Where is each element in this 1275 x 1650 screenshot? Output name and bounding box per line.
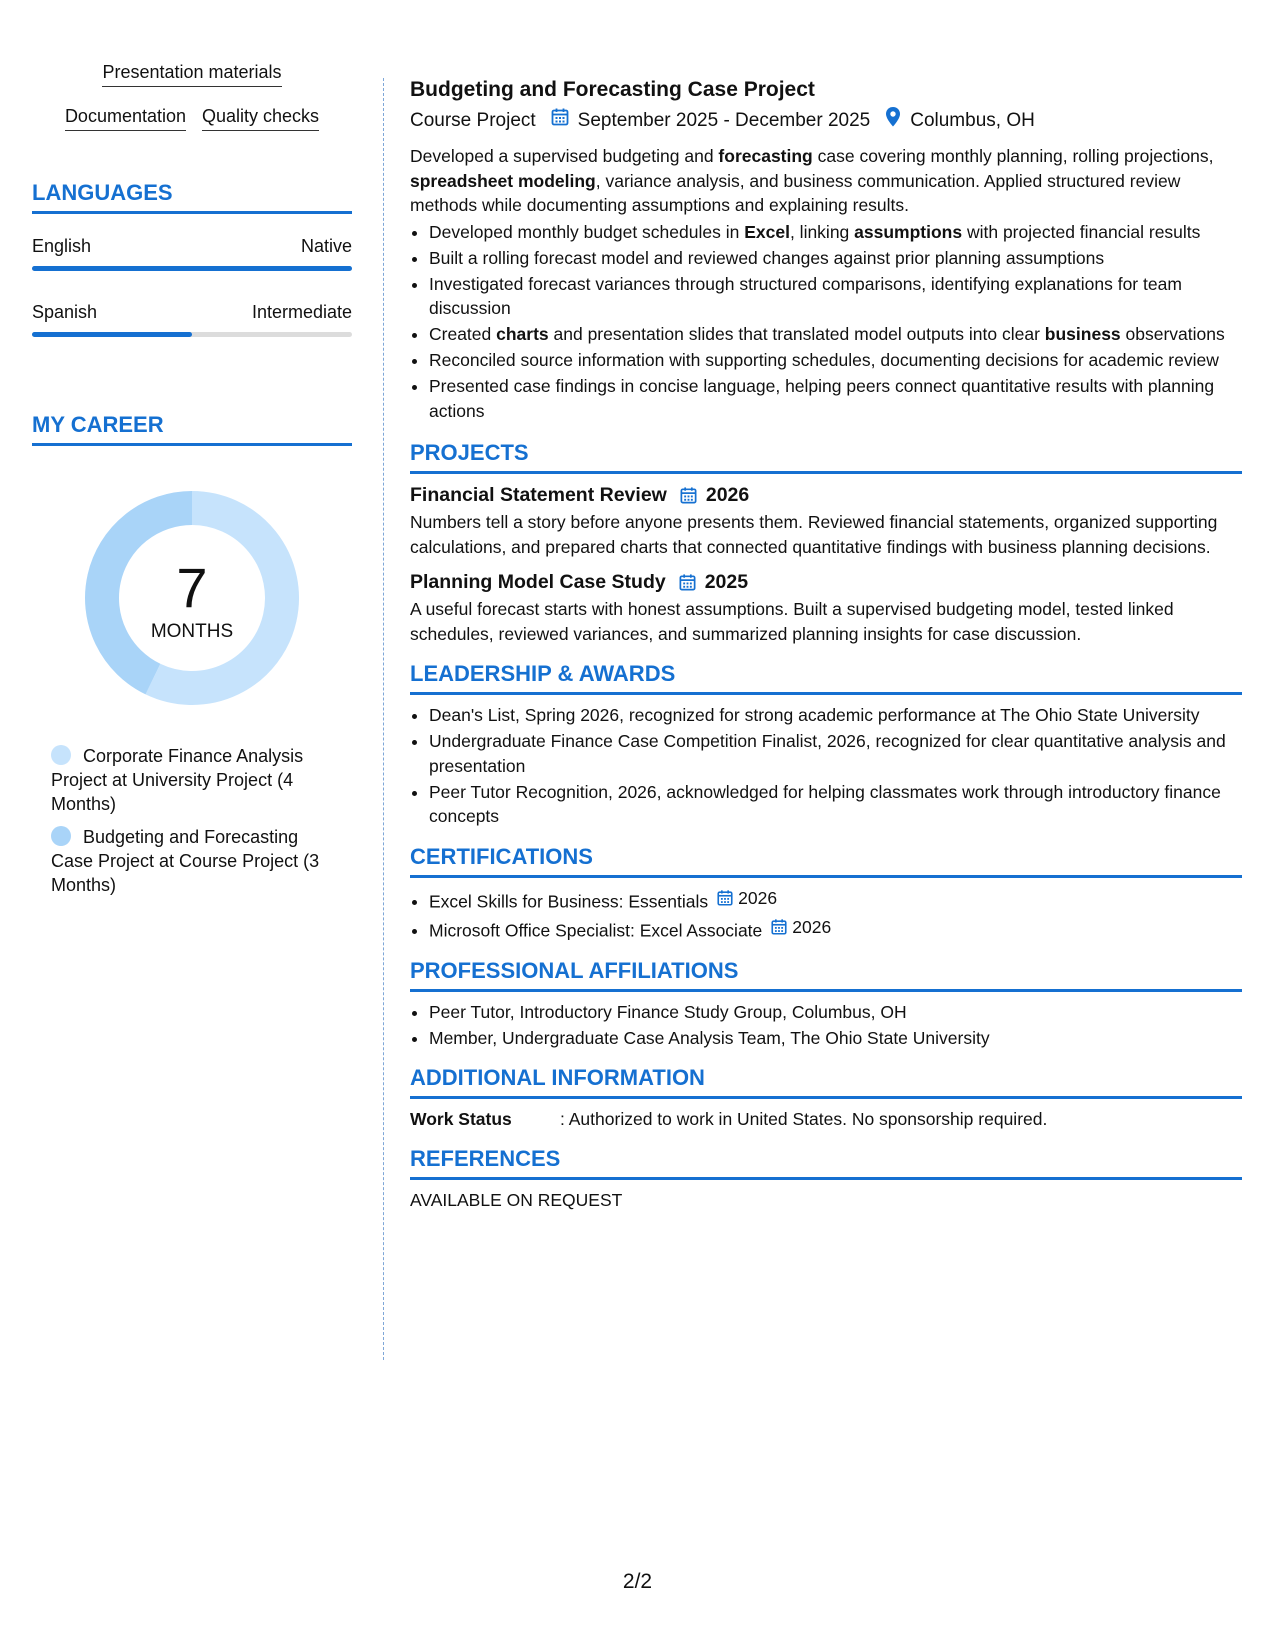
language-level: Intermediate bbox=[251, 302, 352, 322]
career-unit: MONTHS bbox=[150, 621, 234, 642]
additional-heading: ADDITIONAL INFORMATION bbox=[410, 1064, 1242, 1099]
language-item bbox=[32, 300, 352, 337]
project-item bbox=[410, 569, 1242, 646]
project-year: 2025 bbox=[704, 571, 749, 593]
career-legend bbox=[32, 744, 352, 897]
language-item bbox=[32, 234, 352, 271]
proficiency-bar bbox=[32, 332, 352, 337]
experience-meta bbox=[410, 106, 1242, 136]
references-heading: REFERENCES bbox=[410, 1145, 1242, 1180]
skill-chip: Quality checks bbox=[202, 104, 319, 131]
list-item: • Developed monthly budget schedules in Excel, linking assumptions with projected financial results bbox=[429, 220, 1242, 245]
affiliations-heading: PROFESSIONAL AFFILIATIONS bbox=[410, 957, 1242, 992]
legend-item bbox=[51, 744, 321, 816]
column-divider bbox=[383, 78, 384, 1360]
certifications-heading: CERTIFICATIONS bbox=[410, 843, 1242, 878]
calendar-icon bbox=[678, 573, 697, 592]
experience-location: Columbus, OH bbox=[910, 110, 1035, 131]
list-item: • Undergraduate Finance Case Competition Finalist, 2026, recognized for clear quantitative analysis and presentation bbox=[429, 729, 1242, 778]
proficiency-bar bbox=[32, 266, 352, 271]
career-total: 7 bbox=[176, 556, 208, 619]
skills-row-2 bbox=[32, 104, 352, 131]
proficiency-fill bbox=[32, 266, 352, 271]
experience-bullets bbox=[410, 220, 1242, 424]
project-name: Planning Model Case Study bbox=[410, 571, 666, 593]
experience-summary: Developed a supervised budgeting and forecasting case covering monthly planning, rolling projections, spreadsheet modeling, variance analysis, and business communication. Applied structured review methods while documenting assumptions and explaining results. bbox=[410, 146, 1214, 215]
calendar-icon bbox=[550, 107, 570, 135]
certification-name: Excel Skills for Business: Essentials bbox=[429, 890, 709, 911]
calendar-icon bbox=[716, 889, 734, 907]
affiliations-list bbox=[410, 1000, 1242, 1051]
career-heading: MY CAREER bbox=[32, 411, 352, 446]
leadership-list bbox=[410, 703, 1242, 829]
project-item bbox=[410, 482, 1242, 559]
language-level: Native bbox=[300, 236, 352, 256]
calendar-icon bbox=[770, 918, 788, 936]
certification-year: 2026 bbox=[738, 887, 778, 908]
legend-dot bbox=[51, 745, 71, 765]
sidebar bbox=[32, 60, 352, 906]
skill-chip: Presentation materials bbox=[102, 60, 281, 87]
certifications-list bbox=[410, 886, 1242, 943]
skills-row-1 bbox=[32, 60, 352, 87]
list-item bbox=[429, 886, 1242, 914]
project-description: A useful forecast starts with honest assumptions. Built a supervised budgeting model, tested linked schedules, reviewed variances, and summarized planning insights for case discussion. bbox=[410, 599, 1174, 644]
list-item: • Peer Tutor, Introductory Finance Study Group, Columbus, OH bbox=[429, 1000, 1242, 1025]
experience-dates: September 2025 - December 2025 bbox=[577, 110, 871, 131]
experience-title: Budgeting and Forecasting Case Project bbox=[410, 78, 815, 101]
language-name: English bbox=[32, 236, 92, 256]
project-description: Numbers tell a story before anyone presents them. Reviewed financial statements, organized supporting calculations, and prepared charts that connected quantitative findings with business planning decisions. bbox=[410, 512, 1218, 557]
location-pin-icon bbox=[884, 106, 902, 136]
work-status-value: : Authorized to work in United States. No sponsorship required. bbox=[560, 1109, 1048, 1129]
legend-item bbox=[51, 825, 321, 897]
career-donut-chart bbox=[80, 486, 304, 710]
legend-label: Corporate Finance Analysis Project at University Project (4 Months) bbox=[51, 746, 304, 814]
list-item: • Built a rolling forecast model and reviewed changes against prior planning assumptions bbox=[429, 246, 1242, 271]
list-item: • Presented case findings in concise language, helping peers connect quantitative results with planning actions bbox=[429, 374, 1242, 423]
certification-name: Microsoft Office Specialist: Excel Associate bbox=[429, 920, 763, 940]
calendar-icon bbox=[679, 486, 698, 505]
list-item: • Member, Undergraduate Case Analysis Team, The Ohio State University bbox=[429, 1026, 1242, 1051]
legend-label: Budgeting and Forecasting Case Project at Course Project (3 Months) bbox=[51, 827, 320, 895]
languages-heading: LANGUAGES bbox=[32, 179, 352, 214]
language-name: Spanish bbox=[32, 302, 98, 322]
certification-year: 2026 bbox=[792, 916, 832, 937]
skill-chip: Documentation bbox=[65, 104, 186, 131]
list-item: • Reconciled source information with supporting schedules, documenting decisions for academic review bbox=[429, 348, 1242, 373]
list-item bbox=[429, 915, 1242, 943]
proficiency-fill bbox=[32, 332, 192, 337]
list-item: • Created charts and presentation slides that translated model outputs into clear business observations bbox=[429, 322, 1242, 347]
projects-heading: PROJECTS bbox=[410, 439, 1242, 474]
legend-dot bbox=[51, 826, 71, 846]
list-item: • Dean's List, Spring 2026, recognized for strong academic performance at The Ohio State University bbox=[429, 703, 1242, 728]
main-content bbox=[410, 76, 1242, 1213]
project-name: Financial Statement Review bbox=[410, 484, 667, 506]
page-number: 2/2 bbox=[622, 1570, 653, 1593]
references-text: AVAILABLE ON REQUEST bbox=[410, 1190, 623, 1210]
company-name: Course Project bbox=[410, 110, 536, 131]
work-status-label: Work Status bbox=[410, 1109, 512, 1129]
project-year: 2026 bbox=[705, 484, 750, 506]
list-item: • Peer Tutor Recognition, 2026, acknowledged for helping classmates work through introductory finance concepts bbox=[429, 780, 1242, 829]
leadership-heading: LEADERSHIP & AWARDS bbox=[410, 660, 1242, 695]
list-item: • Investigated forecast variances through structured comparisons, identifying explanations for team discussion bbox=[429, 272, 1242, 321]
work-status-row bbox=[410, 1107, 1242, 1131]
